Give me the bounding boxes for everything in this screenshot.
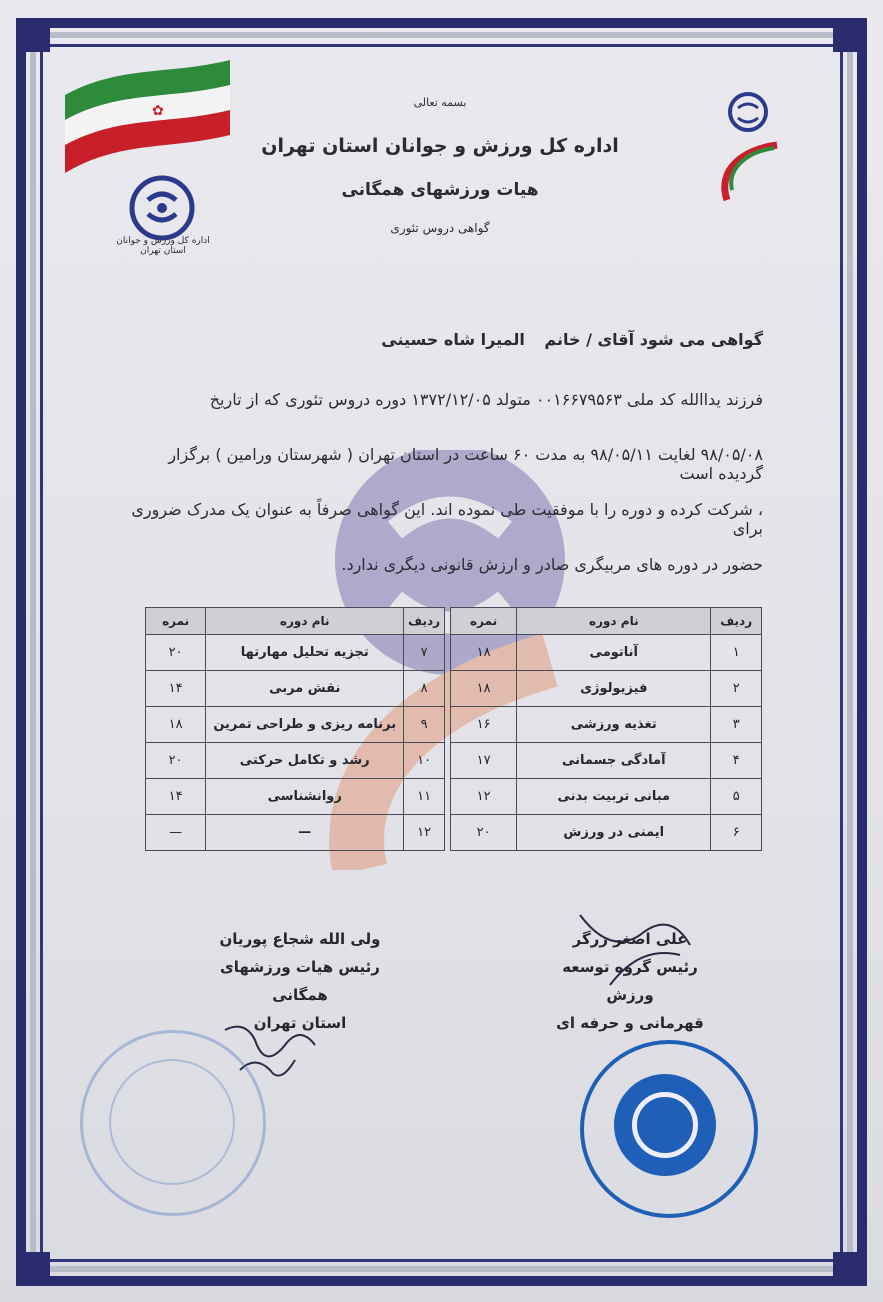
left-logo-caption: اداره کل ورزش و جوانان استان تهران (116, 236, 210, 256)
table-row: ۸ نقش مربی ۱۴ (146, 671, 445, 707)
signatory-left-title-2: استان تهران (253, 1014, 347, 1032)
invocation: بسمه تعالی (413, 96, 467, 109)
table-row: ۱۲ — — (146, 815, 445, 851)
signatory-right-title-2: قهرمانی و حرفه ای (556, 1014, 704, 1032)
body-paragraph-line-2: ۹۸/۰۵/۰۸ لغایت ۹۸/۰۵/۱۱ به مدت ۶۰ ساعت در استان تهران ( شهرستان ورامین ) برگزار گردیده است (168, 445, 763, 483)
recipient-name: المیرا شاه حسینی (381, 330, 525, 349)
corner-ornament-bottom-right (833, 1252, 867, 1286)
col-header-course: نام دوره (517, 608, 711, 635)
table-row: ۱ آناتومی ۱۸ (451, 635, 762, 671)
certificate-type: گواهی دروس تئوری (390, 221, 490, 235)
corner-ornament-bottom-left (16, 1252, 50, 1286)
body-paragraph-line-1: فرزند یداالله کد ملی ۰۰۱۶۶۷۹۵۶۳ متولد ۱۳۷۲/۱۲/۰۵ دوره دروس تئوری که از تاریخ (209, 390, 763, 409)
signatory-left-name: ولی الله شجاع پوریان (219, 930, 381, 948)
recipient-line (123, 330, 763, 349)
table-row: ۳ تغذیه ورزشی ۱۶ (451, 707, 762, 743)
table-row: ۲ فیزیولوژی ۱۸ (451, 671, 762, 707)
table-row: ۹ برنامه ریزی و طراحی تمرین ۱۸ (146, 707, 445, 743)
col-header-row: ردیف (404, 608, 445, 635)
courses-table-right (450, 607, 762, 851)
handwritten-signature-right (570, 905, 700, 995)
body-paragraph-line-4: حضور در دوره های مربیگری صادر و ارزش قانونی دیگری ندارد. (341, 555, 763, 574)
table-row: ۵ مبانی تربیت بدنی ۱۲ (451, 779, 762, 815)
iran-flag-graphic (60, 55, 240, 185)
recipient-prefix: گواهی می شود آقای / خانم (544, 330, 763, 349)
signatory-left-title-1: رئیس هیات ورزشهای همگانی (220, 958, 380, 1004)
board-title: هیات ورزشهای همگانی (341, 180, 539, 200)
courses-table-left (145, 607, 445, 851)
tehran-logo-right (712, 90, 782, 205)
corner-ornament-top-left (16, 18, 50, 52)
table-row: ۷ تجزیه تحلیل مهارتها ۲۰ (146, 635, 445, 671)
stamp-left (80, 1030, 266, 1216)
signatory-right-name: علی اصغر زرگر (572, 930, 688, 948)
col-header-grade: نمره (451, 608, 517, 635)
signatory-right-title-1: رئیس گروه توسعه ورزش (562, 958, 698, 1004)
svg-text:✿: ✿ (152, 103, 164, 119)
organization-title: اداره کل ورزش و جوانان استان تهران (261, 135, 619, 157)
col-header-course: نام دوره (206, 608, 404, 635)
table-row: ۱۰ رشد و تکامل حرکتی ۲۰ (146, 743, 445, 779)
table-row: ۴ آمادگی جسمانی ۱۷ (451, 743, 762, 779)
corner-ornament-top-right (833, 18, 867, 52)
table-row: ۶ ایمنی در ورزش ۲۰ (451, 815, 762, 851)
body-paragraph-line-3: ، شرکت کرده و دوره را با موفقیت طی نموده اند. این گواهی صرفاً به عنوان یک مدرک ضروری برای (131, 500, 763, 538)
col-header-row: ردیف (711, 608, 762, 635)
stamp-right (580, 1040, 758, 1218)
col-header-grade: نمره (146, 608, 206, 635)
table-row: ۱۱ روانشناسی ۱۴ (146, 779, 445, 815)
